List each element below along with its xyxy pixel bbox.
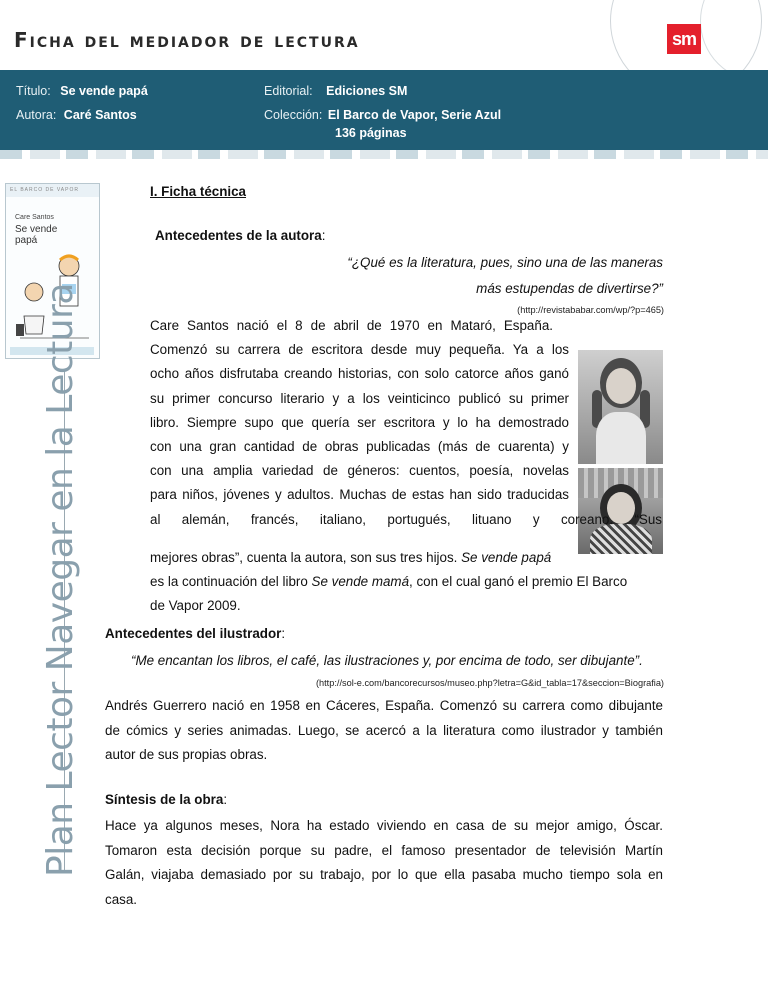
autora-heading-text: Antecedentes de la autora [155, 228, 322, 243]
titulo-row [16, 84, 148, 98]
author-child-photo [578, 350, 663, 464]
book-title: Se vende papá [461, 550, 552, 565]
cover-author: Care Santos [15, 214, 54, 221]
paragraph-line: para niños, jóvenes y adultos. Muchas de estas han sido traducidas [150, 487, 569, 503]
paragraph-line: Andrés Guerrero nació en 1958 en Cáceres, España. Comenzó su carrera como dibujante [105, 698, 663, 713]
paragraph-line: al alemán, francés, italiano, portugués, lituano y coreano. “Sus [150, 511, 662, 527]
paragraph-line: ocho años disfrutaba creando historias, con solo catorce años ganó [150, 366, 569, 382]
cover-title-line: papá [15, 235, 38, 246]
paragraph-line: con una amplia variedad de géneros: cuentos, poesía, novelas [150, 463, 569, 479]
sm-logo: sm [667, 24, 701, 54]
sintesis-heading-text: Síntesis de la obra [105, 792, 224, 807]
titulo-value: Se vende papá [60, 84, 148, 98]
paragraph-line: con una gran cantidad de obras publicadas (más de cuarenta) y [150, 439, 569, 454]
coleccion-row [264, 108, 501, 122]
colon: : [223, 792, 228, 807]
cover-title-line: Se vende [15, 224, 58, 235]
sintesis-heading [105, 792, 227, 807]
bio-text-part: , con el cual ganó el premio El Barco [409, 574, 628, 589]
autora-quote-line: “¿Qué es la literatura, pues, sino una de las maneras [347, 255, 663, 270]
editorial-value: Ediciones SM [326, 84, 408, 98]
paragraph-line: casa. [105, 891, 138, 907]
paragraph-line: libro. Siempre supo que quería ser escritora y lo ha demostrado [150, 414, 569, 430]
ilustrador-quote: “Me encantan los libros, el café, las ilustraciones y, por encima de todo, ser dibujante”. [131, 653, 643, 668]
editorial-row [264, 84, 407, 98]
autora-quote-source: (http://revistababar.com/wp/?p=465) [517, 305, 664, 315]
bio-line [150, 574, 662, 589]
bio-text-part: es la continuación del libro [150, 574, 312, 589]
paginas-value: 136 páginas [335, 126, 407, 140]
paragraph-line: Tomaron esta decisión porque su padre, el famoso presentador de televisión Martín [105, 842, 663, 858]
paragraph-line: Comenzó su carrera de escritora desde muy pequeña. Ya a los [150, 342, 569, 358]
titulo-label: Título: [16, 84, 51, 98]
paragraph-line: su primer concurso literario y a los veinticinco publicó su primer [150, 390, 569, 406]
paragraph-line: de cómics y series animadas. Luego, se acercó a la literatura como ilustrador y también [105, 722, 663, 738]
paragraph-line: Hace ya algunos meses, Nora ha estado viviendo en casa de su mejor amigo, Óscar. [105, 818, 663, 833]
sidebar-tagline: Plan Lector Navegar en la Lectura [40, 283, 81, 877]
autora-quote-line: más estupendas de divertirse?” [476, 281, 663, 296]
metadata-band [0, 70, 768, 150]
ilustrador-quote-source: (http://sol-e.com/bancorecursos/museo.php?letra=G&id_tabla=17&seccion=Biografia) [315, 678, 664, 688]
autora-row [16, 108, 137, 122]
autora-label: Autora: [16, 108, 57, 122]
paragraph-line: Care Santos nació el 8 de abril de 1970 en Mataró, España. [150, 318, 553, 333]
coleccion-value: El Barco de Vapor, Serie Azul [327, 108, 502, 122]
cover-series: EL BARCO DE VAPOR [6, 184, 99, 197]
paginas-row [335, 126, 407, 140]
autora-value: Caré Santos [63, 108, 137, 122]
colon: : [281, 626, 286, 641]
paragraph-line: autor de sus propias obras. [105, 747, 268, 762]
bio-text [150, 574, 627, 589]
bio-line: de Vapor 2009. [150, 598, 241, 613]
bio-text: mejores obras”, cuenta la autora, son sus tres hijos. [150, 550, 462, 565]
cover-title [15, 224, 65, 246]
autora-heading [155, 228, 325, 243]
paragraph-line: Galán, viajaba demasiado por su trabajo, por lo que ella pasaba mucho tiempo sola en [105, 867, 663, 882]
bio-line [150, 550, 551, 565]
colon: : [321, 228, 326, 243]
section-heading: I. Ficha técnica [150, 184, 247, 199]
coleccion-label: Colección: [264, 108, 323, 122]
book-title: Se vende mamá [311, 574, 410, 589]
ilustrador-heading-text: Antecedentes del ilustrador [105, 626, 282, 641]
ilustrador-heading [105, 626, 285, 641]
editorial-label: Editorial: [264, 84, 313, 98]
document-title: Ficha del mediador de lectura [14, 28, 360, 52]
decorative-stripe [0, 150, 768, 159]
